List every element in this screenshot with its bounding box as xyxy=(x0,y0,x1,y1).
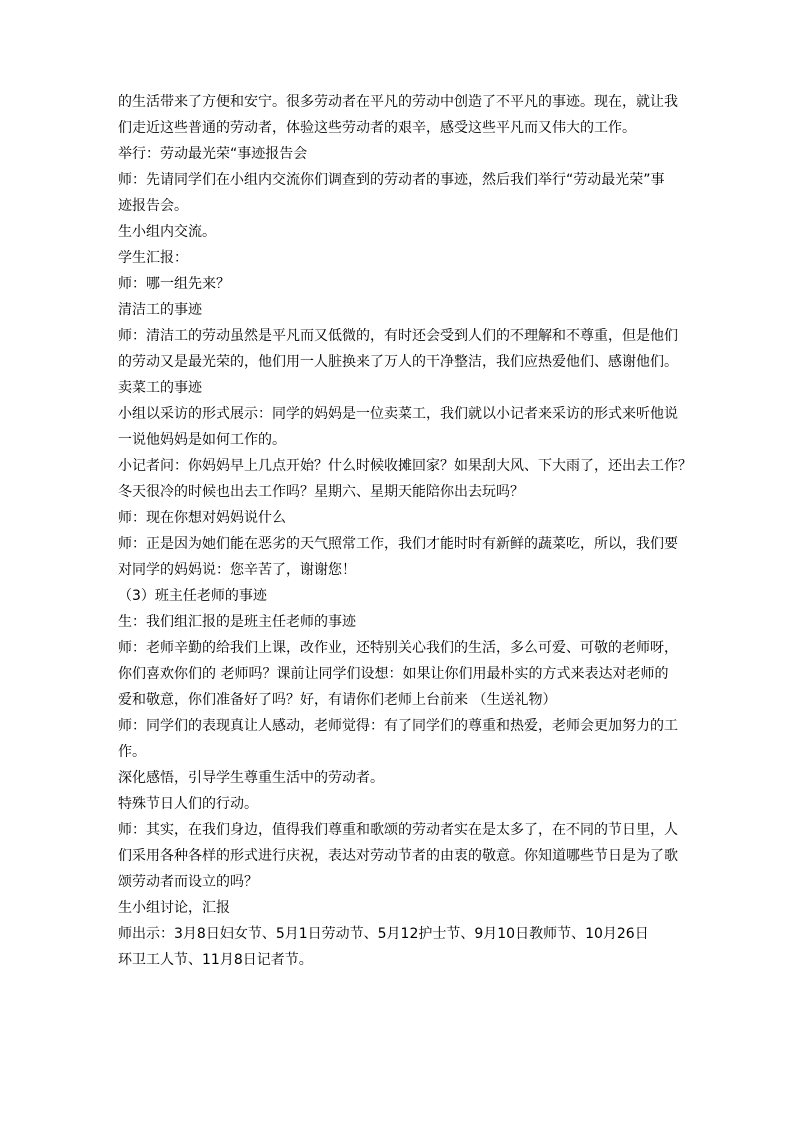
text-line: 的劳动又是最光荣的，他们用一人脏换来了万人的干净整洁，我们应热爱他们、感谢他们。 xyxy=(118,354,678,370)
text-line: 颂劳动者而设立的吗？ xyxy=(118,874,258,890)
text-line: 作。 xyxy=(118,744,146,760)
text-line: 师：老师辛勤的给我们上课，改作业，还特别关心我们的生活，多么可爱、可敬的老师呀， xyxy=(118,640,678,656)
text-line: （3）班主任老师的事迹 xyxy=(118,588,267,604)
document-body xyxy=(118,89,692,973)
text-line: 冬天很冷的时候也出去工作吗？星期六、星期天能陪你出去玩吗？ xyxy=(118,484,524,500)
text-line: 生：我们组汇报的是班主任老师的事迹 xyxy=(118,614,356,630)
text-line: 师：其实，在我们身边，值得我们尊重和歌颂的劳动者实在是太多了，在不同的节日里，人 xyxy=(118,822,678,838)
text-line: 们采用各种各样的形式进行庆祝，表达对劳动节者的由衷的敬意。你知道哪些节日是为了歌 xyxy=(118,848,678,864)
text-line: 师：哪一组先来？ xyxy=(118,276,230,292)
text-line: 的生活带来了方便和安宁。很多劳动者在平凡的劳动中创造了不平凡的事迹。现在，就让我 xyxy=(118,94,678,110)
text-line: 一说他妈妈是如何工作的。 xyxy=(118,432,286,448)
text-line: 师出示：3月8日妇女节、5月1日劳动节、5月12护士节、9月10日教师节、10月26日 xyxy=(118,926,649,942)
text-line: 生小组内交流。 xyxy=(118,224,216,240)
text-line: 清洁工的事迹 xyxy=(118,302,202,318)
text-line: 迹报告会。 xyxy=(118,198,188,214)
text-line: 师：清洁工的劳动虽然是平凡而又低微的，有时还会受到人们的不理解和不尊重，但是他们 xyxy=(118,328,678,344)
text-line: 师：同学们的表现真让人感动，老师觉得：有了同学们的尊重和热爱，老师会更加努力的工 xyxy=(118,718,678,734)
text-line: 环卫工人节、11月8日记者节。 xyxy=(118,952,313,968)
text-line: 师：正是因为她们能在恶劣的天气照常工作，我们才能时时有新鲜的蔬菜吃，所以，我们要 xyxy=(118,536,678,552)
text-line: 生小组讨论，汇报 xyxy=(118,900,230,916)
text-line: 深化感悟，引导学生尊重生活中的劳动者。 xyxy=(118,770,384,786)
text-line: 学生汇报： xyxy=(118,250,188,266)
text-line: 小组以采访的形式展示：同学的妈妈是一位卖菜工，我们就以小记者来采访的形式来听他说 xyxy=(118,406,678,422)
text-line: 特殊节日人们的行动。 xyxy=(118,796,258,812)
text-line: 你们喜欢你们的 老师吗？课前让同学们设想：如果让你们用最朴实的方式来表达对老师的 xyxy=(118,666,669,682)
text-line: 卖菜工的事迹 xyxy=(118,380,202,396)
text-line: 师：先请同学们在小组内交流你们调查到的劳动者的事迹，然后我们举行“劳动最光荣”事 xyxy=(118,172,665,188)
text-line: 举行：劳动最光荣“事迹报告会 xyxy=(118,146,308,162)
text-line: 对同学的妈妈说：您辛苦了，谢谢您！ xyxy=(118,562,356,578)
text-line: 师：现在你想对妈妈说什么 xyxy=(118,510,286,526)
text-line: 们走近这些普通的劳动者，体验这些劳动者的艰辛，感受这些平凡而又伟大的工作。 xyxy=(118,120,636,136)
text-line: 爱和敬意，你们准备好了吗？好，有请你们老师上台前来 （生送礼物） xyxy=(118,692,557,708)
text-line: 小记者问：你妈妈早上几点开始？什么时候收摊回家？如果刮大风、下大雨了，还出去工作？ xyxy=(118,458,692,474)
